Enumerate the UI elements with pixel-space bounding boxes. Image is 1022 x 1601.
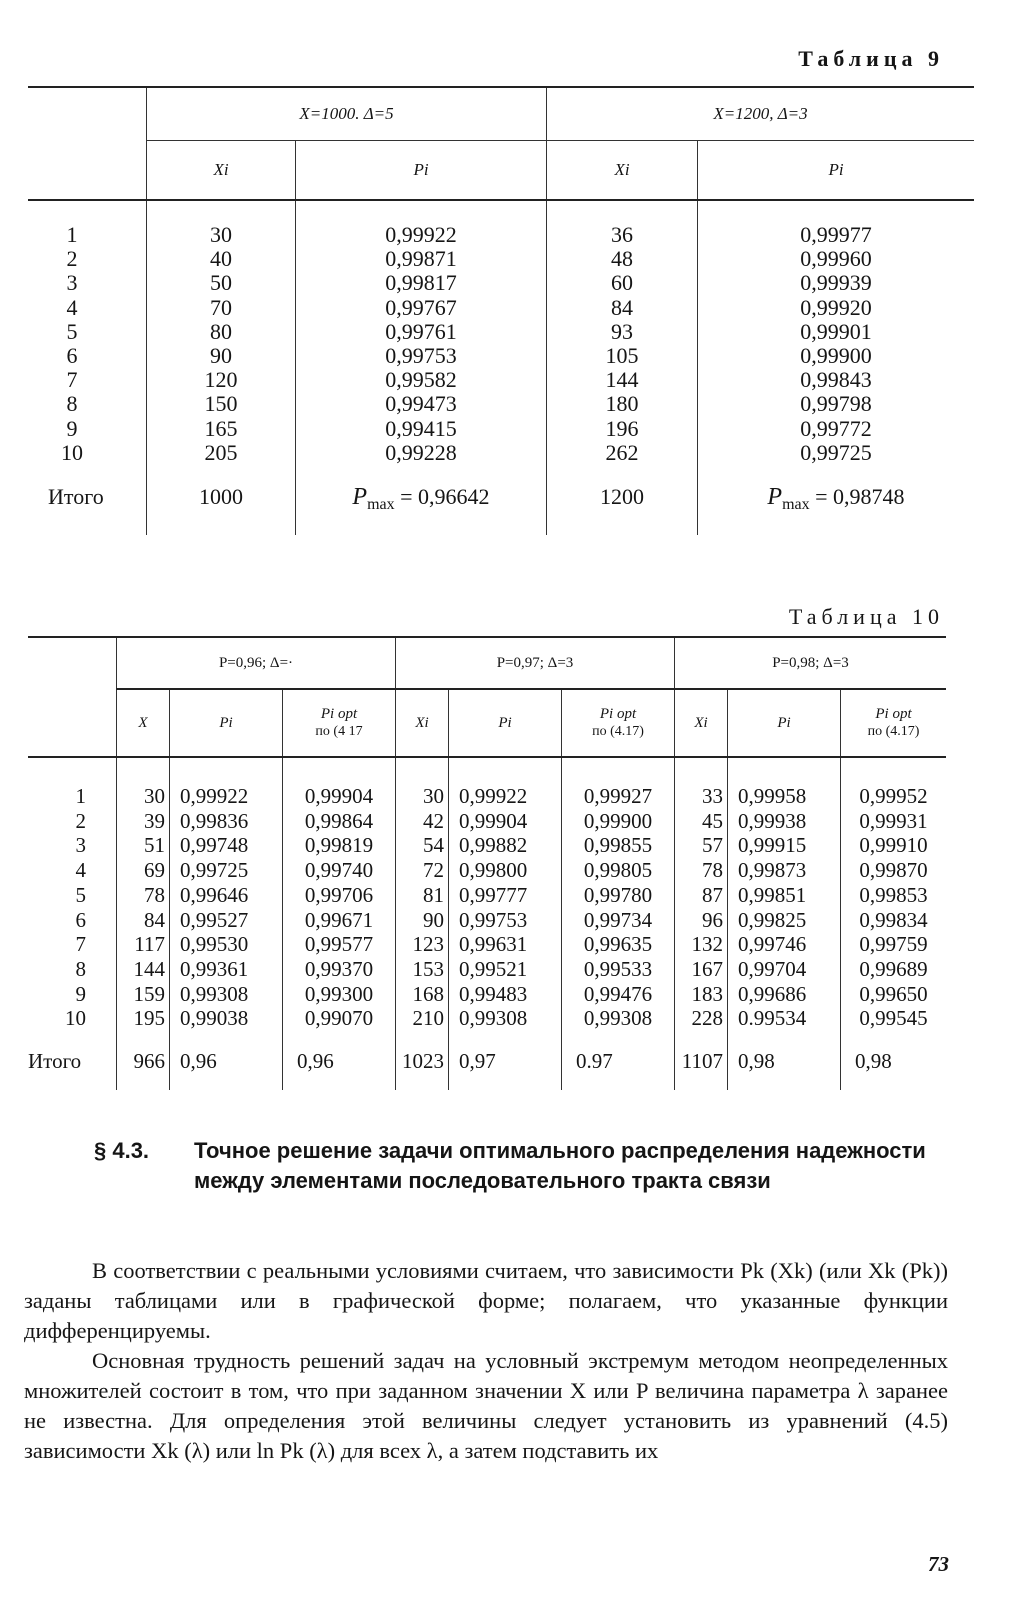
table-cell: 0,99767 [296, 296, 547, 320]
table-cell: 0,99873 [728, 858, 841, 883]
table-cell: 6 [75, 907, 86, 932]
table-9-total-label: Итого [48, 484, 104, 510]
opt-ref: по (4.17) [592, 724, 644, 739]
table-cell: 0,99836 [170, 809, 283, 834]
table-cell: 0,99650 [841, 982, 947, 1007]
table-row [28, 833, 946, 858]
table-9-col-p2: Pi [698, 141, 975, 201]
table-cell: 153 [396, 957, 449, 982]
table-10-corner [28, 637, 117, 689]
table-cell: 3 [75, 833, 86, 858]
opt-ref: по (4 17 [315, 724, 363, 739]
table-10-col-opt3 [841, 689, 947, 757]
table-cell: 0,99853 [841, 883, 947, 908]
table-cell: 48 [547, 247, 698, 271]
table-cell: 0,99904 [283, 784, 396, 809]
table-cell: 36 [547, 223, 698, 247]
table-cell: 70 [147, 296, 296, 320]
table-cell: 180 [547, 392, 698, 416]
table-10-col-p1: Pi [170, 689, 283, 757]
table-cell: 0,99483 [449, 982, 562, 1007]
table-cell: 0,99361 [170, 957, 283, 982]
table-row [28, 784, 946, 809]
table-cell: 81 [396, 883, 449, 908]
table-cell: 0,99704 [728, 957, 841, 982]
table-10-col-p3: Pi [728, 689, 841, 757]
table-cell: 205 [147, 441, 296, 465]
page-number: 73 [928, 1552, 949, 1576]
table-cell: 196 [547, 417, 698, 441]
table-10-total-label: Итого [28, 1049, 82, 1074]
table-10-total-o2: 0.97 [562, 1031, 675, 1090]
table-cell: 84 [117, 908, 170, 933]
table-10-total-x1: 966 [117, 1031, 170, 1090]
table-10-group-3: P=0,98; Δ=3 [675, 637, 947, 689]
table-10-col-x3: Xi [675, 689, 728, 757]
opt-label: Pi opt [320, 706, 358, 722]
table-cell: 0,99521 [449, 957, 562, 982]
max-subscript: max [367, 496, 395, 514]
table-10-col-p2: Pi [449, 689, 562, 757]
table-10-total-x3: 1107 [675, 1031, 728, 1090]
table-10-total-x2: 1023 [396, 1031, 449, 1090]
table-9 [28, 86, 974, 535]
table-cell: 30 [147, 223, 296, 247]
table-9-corner-sub [28, 141, 147, 201]
table-cell: 0,99915 [728, 833, 841, 858]
table-10-total-p3: 0,98 [728, 1031, 841, 1090]
table-9-total-p1-value: = 0,96642 [400, 484, 490, 510]
table-cell: 4 [66, 294, 78, 320]
table-9-corner [28, 87, 147, 141]
opt-label: Pi opt [875, 706, 912, 722]
table-row [28, 417, 974, 441]
table-cell: 0,99927 [562, 784, 675, 809]
table-cell: 150 [147, 392, 296, 416]
table-cell: 0,99777 [449, 883, 562, 908]
table-cell: 0,99746 [728, 932, 841, 957]
table-row [28, 392, 974, 416]
table-cell: 5 [75, 882, 86, 907]
table-cell: 1 [75, 784, 86, 808]
table-cell: 0,99882 [449, 833, 562, 858]
section-title: Точное решение задачи оптимального распределения надежности между элементами последовательного тракта связи [194, 1138, 926, 1193]
table-cell: 0,99825 [728, 908, 841, 933]
table-cell: 39 [117, 809, 170, 834]
table-10-col-x1: X [117, 689, 170, 757]
table-10-total-o1: 0,96 [283, 1031, 396, 1090]
table-cell: 0,99725 [698, 441, 975, 465]
table-10-col-opt1 [283, 689, 396, 757]
table-cell: 0,99308 [170, 982, 283, 1007]
table-cell: 0,99530 [170, 932, 283, 957]
table-9-total-p1 [296, 465, 547, 535]
section-number: § 4.3. [94, 1138, 150, 1163]
table-cell: 132 [675, 932, 728, 957]
table-cell: 90 [147, 344, 296, 368]
table-cell: 0,99671 [283, 908, 396, 933]
table-row [28, 883, 946, 908]
table-cell: 0.99534 [728, 1006, 841, 1031]
opt-ref: по (4.17) [867, 724, 920, 739]
table-cell: 120 [147, 368, 296, 392]
table-row [28, 441, 974, 465]
table-cell: 1 [66, 222, 78, 247]
table-cell: 105 [547, 344, 698, 368]
table-cell: 0,99922 [449, 784, 562, 809]
table-cell: 0,99070 [283, 1006, 396, 1031]
table-row [28, 858, 946, 883]
table-9-col-x1: Xi [147, 141, 296, 201]
table-cell: 0,99798 [698, 392, 975, 416]
table-cell: 3 [66, 270, 78, 296]
table-cell: 0,99761 [296, 320, 547, 344]
table-cell: 183 [675, 982, 728, 1007]
table-cell: 30 [117, 784, 170, 809]
paragraph-2: Основная трудность решений задач на условный экстремум методом неопределенных множителей состоит в том, что при заданном значении X или P величина параметра λ заранее не известна. Для определения этой величины следует установить из уравнений (4.5) зависимости Xk (λ) или ln Pk (λ) для всех λ, а затем подставить их [24, 1348, 948, 1463]
table-cell: 87 [675, 883, 728, 908]
table-9-total-x1: 1000 [147, 465, 296, 535]
table-row [28, 344, 974, 368]
table-cell: 0,99977 [698, 223, 975, 247]
table-cell: 0,99901 [698, 320, 975, 344]
table-cell: 4 [75, 858, 86, 883]
table-row [28, 982, 946, 1007]
table-row [28, 247, 974, 271]
table-cell: 195 [117, 1006, 170, 1031]
table-row [28, 908, 946, 933]
table-cell: 0,99864 [283, 809, 396, 834]
table-cell: 228 [675, 1006, 728, 1031]
table-cell: 0,99038 [170, 1006, 283, 1031]
table-cell: 0,99725 [170, 858, 283, 883]
table-cell: 0,99300 [283, 982, 396, 1007]
table-cell: 10 [61, 439, 83, 465]
table-cell: 10 [65, 1006, 86, 1031]
table-row [28, 957, 946, 982]
table-cell: 0,99805 [562, 858, 675, 883]
table-cell: 144 [117, 957, 170, 982]
table-cell: 78 [675, 858, 728, 883]
table-cell: 0,99817 [296, 271, 547, 295]
table-row [28, 296, 974, 320]
p-symbol: P [767, 484, 783, 511]
table-cell: 0,99689 [841, 957, 947, 982]
table-9-body [28, 200, 974, 465]
table-cell: 0,99834 [841, 908, 947, 933]
table-cell: 80 [147, 320, 296, 344]
table-cell: 0,99960 [698, 247, 975, 271]
table-cell: 0,99473 [296, 392, 547, 416]
table-cell: 93 [547, 320, 698, 344]
table-cell: 0,99740 [283, 858, 396, 883]
table-10-col-opt2 [562, 689, 675, 757]
table-cell: 0,99958 [728, 784, 841, 809]
table-10-total-p2: 0,97 [449, 1031, 562, 1090]
table-cell: 0,99800 [449, 858, 562, 883]
table-row [28, 368, 974, 392]
table-cell: 0,99922 [170, 784, 283, 809]
table-9-col-x2: Xi [547, 141, 698, 201]
table-cell: 0,99753 [296, 344, 547, 368]
table-cell: 54 [396, 833, 449, 858]
table-cell: 9 [66, 415, 78, 441]
table-cell: 0,99843 [698, 368, 975, 392]
table-cell: 0,99706 [283, 883, 396, 908]
table-cell: 0,99686 [728, 982, 841, 1007]
table-cell: 0,99635 [562, 932, 675, 957]
p-symbol: P [352, 484, 368, 511]
table-cell: 123 [396, 932, 449, 957]
table-cell: 0,99631 [449, 932, 562, 957]
table-cell: 0,99900 [562, 809, 675, 834]
table-cell: 33 [675, 784, 728, 809]
table-row [28, 932, 946, 957]
table-cell: 2 [75, 808, 86, 833]
table-cell: 0,99646 [170, 883, 283, 908]
table-10-corner-sub [28, 689, 117, 757]
table-cell: 159 [117, 982, 170, 1007]
table-row [28, 271, 974, 295]
table-cell: 0,99308 [449, 1006, 562, 1031]
table-cell: 0,99904 [449, 809, 562, 834]
table-cell: 165 [147, 417, 296, 441]
table-cell: 0,99308 [562, 1006, 675, 1031]
table-cell: 0,99415 [296, 417, 547, 441]
table-cell: 42 [396, 809, 449, 834]
table-10-total-row [28, 1031, 946, 1090]
table-9-total-p2-value: = 0,98748 [815, 484, 905, 510]
table-10-group-2: P=0,97; Δ=3 [396, 637, 675, 689]
table-cell: 50 [147, 271, 296, 295]
table-cell: 40 [147, 247, 296, 271]
table-10-col-x2: Xi [396, 689, 449, 757]
table-cell: 0,99922 [296, 223, 547, 247]
opt-label: Pi opt [599, 706, 637, 722]
table-cell: 0,99920 [698, 296, 975, 320]
table-cell: 0,99533 [562, 957, 675, 982]
table-cell: 90 [396, 908, 449, 933]
table-cell: 0,99910 [841, 833, 947, 858]
table-row [28, 223, 974, 247]
table-cell: 0,99851 [728, 883, 841, 908]
table-10-body [28, 757, 946, 1031]
table-cell: 78 [117, 883, 170, 908]
table-cell: 60 [547, 271, 698, 295]
table-cell: 9 [75, 981, 86, 1006]
table-9-total-p2 [698, 465, 975, 535]
table-cell: 168 [396, 982, 449, 1007]
table-cell: 69 [117, 858, 170, 883]
table-row [28, 1006, 946, 1031]
table-10-total-p1: 0,96 [170, 1031, 283, 1090]
table-cell: 6 [66, 343, 78, 369]
table-cell: 0,99582 [296, 368, 547, 392]
table-cell: 0,99545 [841, 1006, 947, 1031]
table-9-group-1: X=1000. Δ=5 [147, 87, 547, 141]
table-cell: 117 [117, 932, 170, 957]
table-cell: 0,99748 [170, 833, 283, 858]
table-cell: 0,99939 [698, 271, 975, 295]
table-cell: 0,99228 [296, 441, 547, 465]
table-cell: 0,99527 [170, 908, 283, 933]
table-row [28, 809, 946, 834]
table-cell: 210 [396, 1006, 449, 1031]
table-9-total-row [28, 465, 974, 535]
table-cell: 0,99819 [283, 833, 396, 858]
section-heading [94, 1136, 954, 1196]
table-cell: 0,99900 [698, 344, 975, 368]
table-cell: 0,99871 [296, 247, 547, 271]
table-cell: 45 [675, 809, 728, 834]
table-10-caption: Таблица 10 [788, 604, 944, 629]
table-cell: 0,99577 [283, 932, 396, 957]
table-cell: 5 [66, 318, 78, 344]
table-cell: 0,99476 [562, 982, 675, 1007]
table-cell: 0,99952 [841, 784, 947, 809]
table-10-group-1: P=0,96; Δ=· [117, 637, 396, 689]
table-cell: 0,99753 [449, 908, 562, 933]
table-cell: 72 [396, 858, 449, 883]
table-cell: 144 [547, 368, 698, 392]
table-10 [28, 636, 946, 1090]
table-9-total-x2: 1200 [547, 465, 698, 535]
table-cell: 8 [75, 956, 86, 981]
table-cell: 0,99931 [841, 809, 947, 834]
table-cell: 167 [675, 957, 728, 982]
table-cell: 8 [66, 391, 78, 417]
table-cell: 57 [675, 833, 728, 858]
table-cell: 2 [66, 246, 78, 272]
paragraph-1: В соответствии с реальными условиями считаем, что зависимости Pk (Xk) (или Xk (Pk)) заданы таблицами или в графической форме; полагаем, что указанные функции дифференцируемы. [24, 1258, 948, 1343]
table-cell: 30 [396, 784, 449, 809]
table-cell: 84 [547, 296, 698, 320]
table-9-caption: Таблица 9 [798, 46, 944, 71]
table-cell: 7 [75, 932, 86, 957]
table-cell: 0,99855 [562, 833, 675, 858]
table-cell: 0,99780 [562, 883, 675, 908]
table-cell: 51 [117, 833, 170, 858]
table-cell: 0,99734 [562, 908, 675, 933]
table-cell: 96 [675, 908, 728, 933]
max-subscript: max [782, 496, 810, 514]
table-9-col-p1: Pi [296, 141, 547, 201]
table-10-total-o3: 0,98 [841, 1031, 947, 1090]
table-cell: 0,99772 [698, 417, 975, 441]
table-cell: 0,99759 [841, 932, 947, 957]
table-cell: 0,99370 [283, 957, 396, 982]
table-cell: 0,99870 [841, 858, 947, 883]
table-9-group-2: X=1200, Δ=3 [547, 87, 975, 141]
table-row [28, 320, 974, 344]
table-cell: 7 [66, 367, 78, 393]
table-cell: 262 [547, 441, 698, 465]
table-cell: 0,99938 [728, 809, 841, 834]
